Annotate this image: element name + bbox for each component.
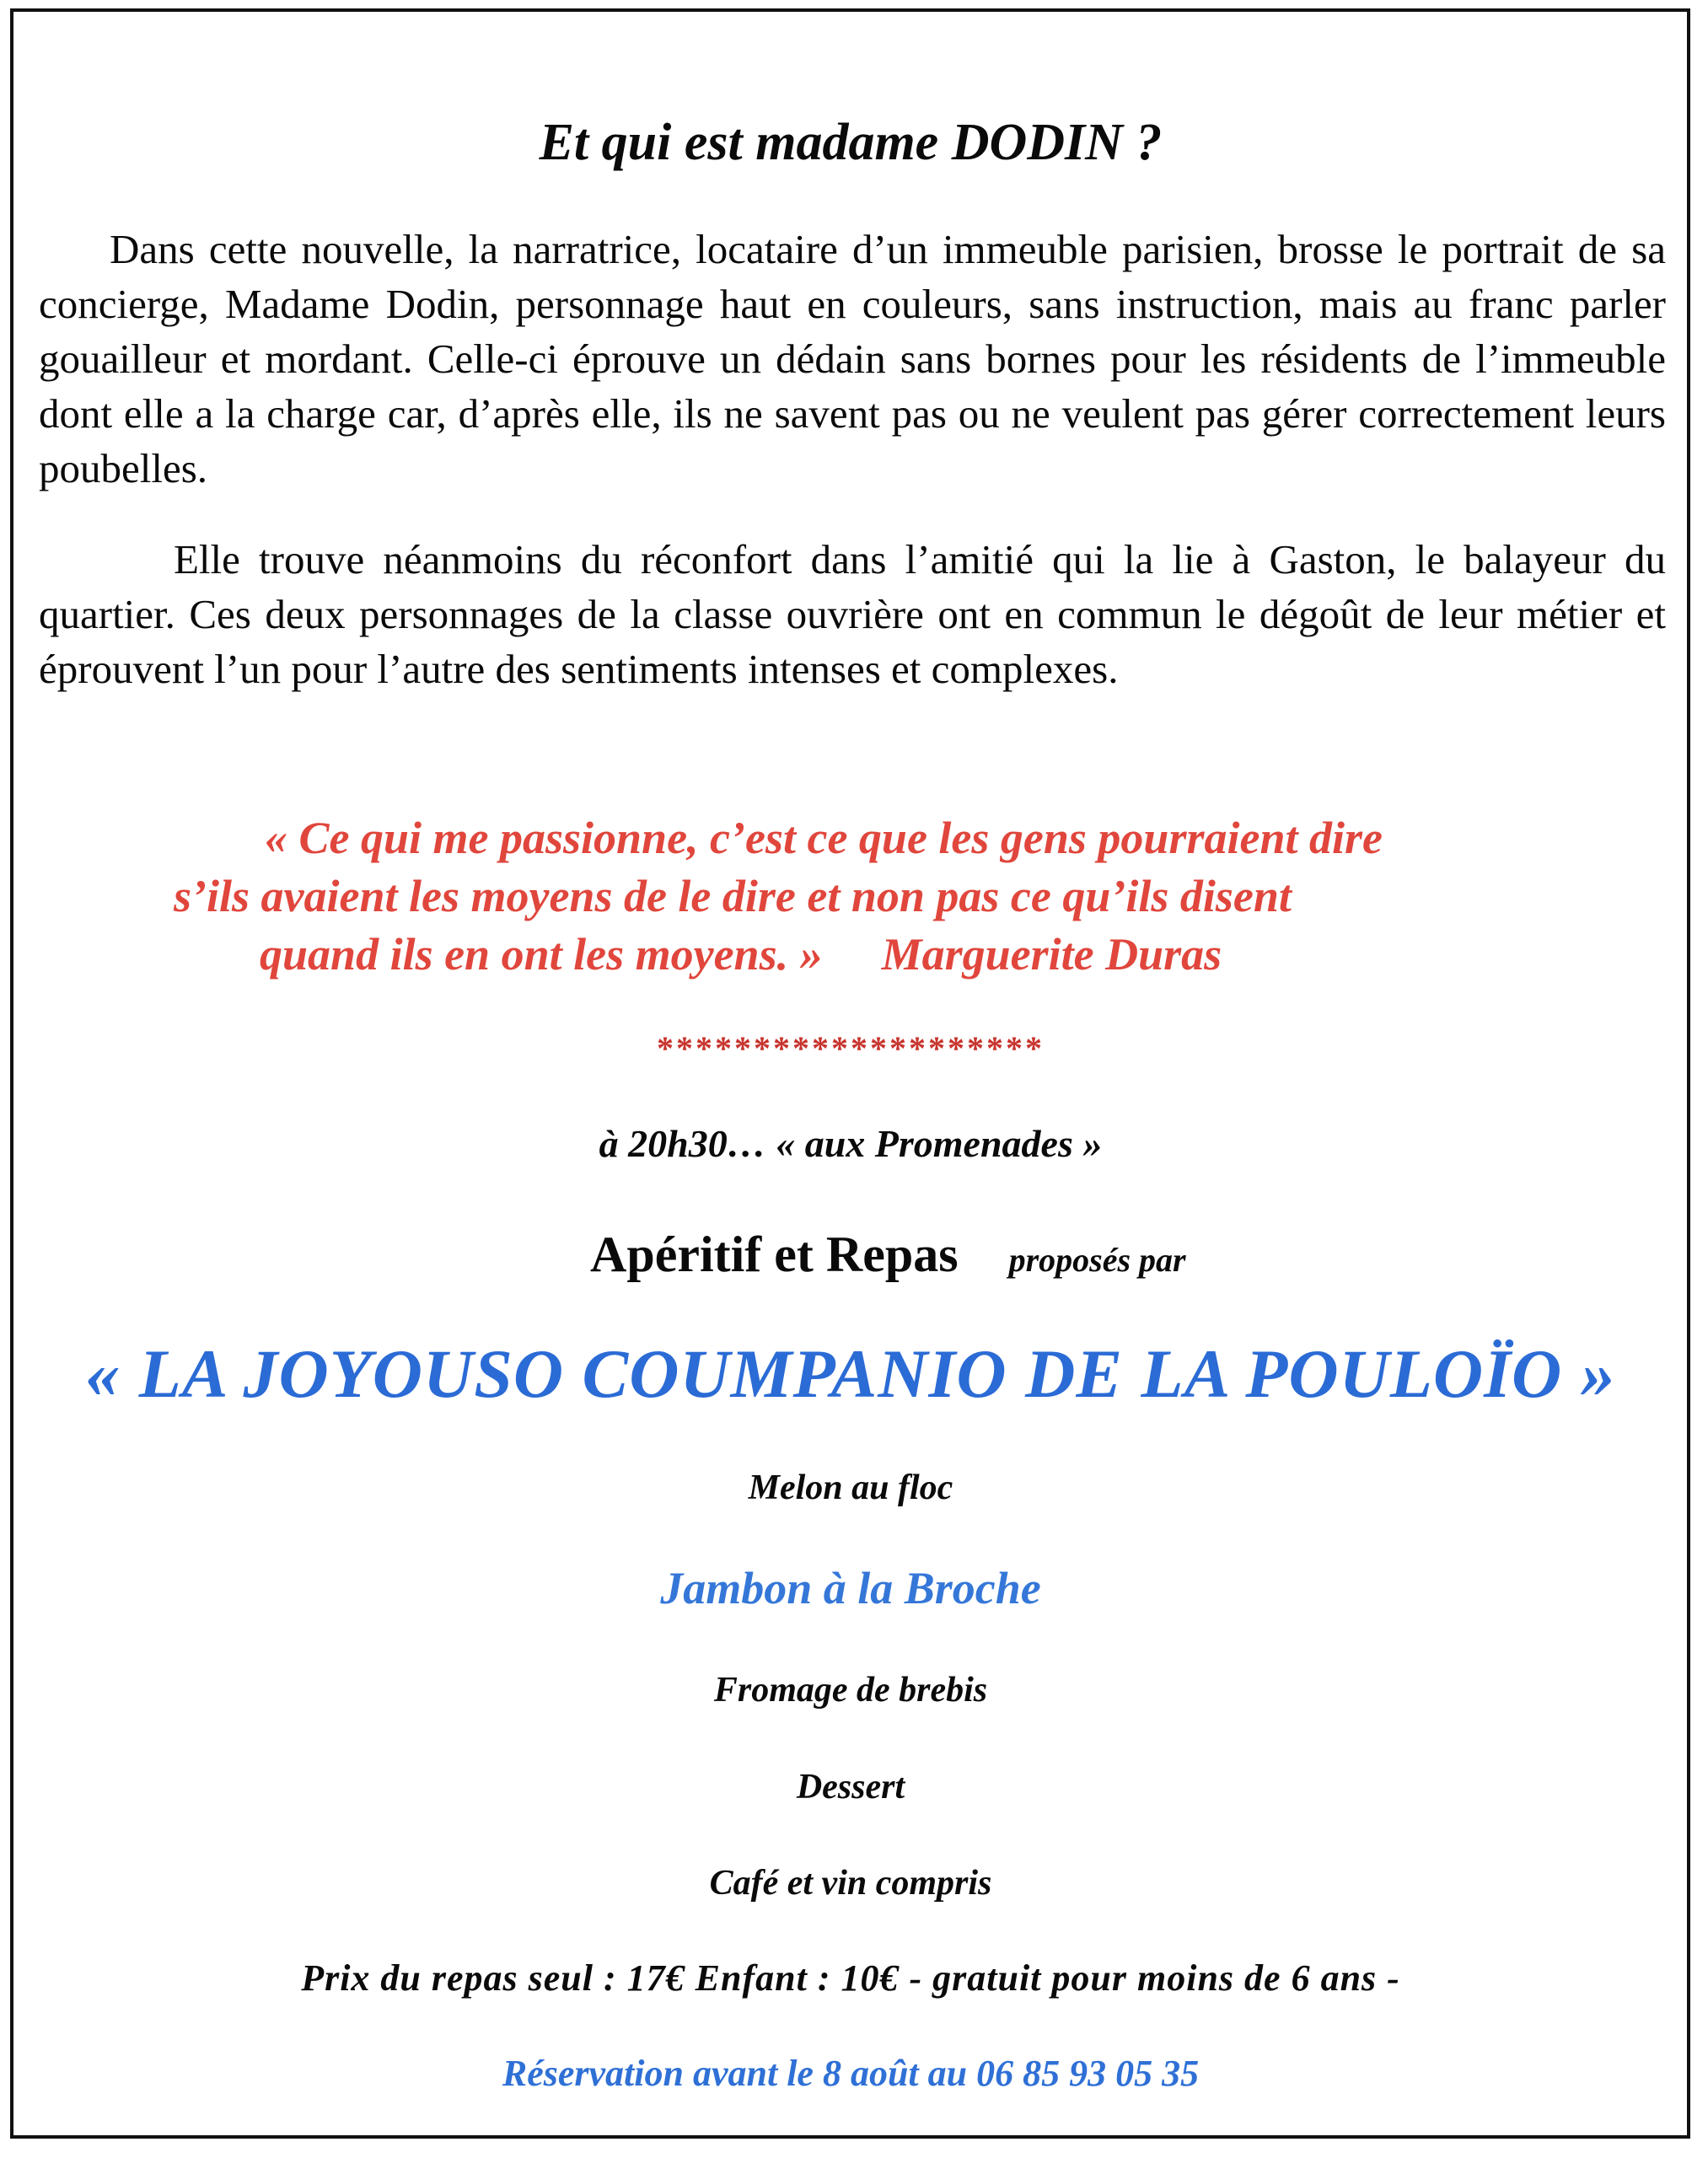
quote-line-text: quand ils en ont les moyens. » [260,929,823,980]
menu-item-dessert: Dessert [796,1768,905,1806]
duras-quote [126,809,1644,984]
paragraph-text: Elle trouve néanmoins du réconfort dans l’amitié qui la lie à Gaston, le balayeur du quartier. Ces deux personnages de la classe ouvrière ont en commun le dégoût de leur métier et éprouvent l’un pour l’autre des sentiments intenses et complexes. [39,536,1666,692]
quote-author: Marguerite Duras [881,929,1222,980]
quote-line [126,926,1644,984]
quote-line: « Ce qui me passionne, c’est ce que les gens pourraient dire [265,813,1383,863]
intro-paragraph [39,222,1666,496]
menu-item-starter: Melon au floc [748,1468,953,1507]
quote-line: s’ils avaient les moyens de le dire et non pas ce qu’ils disent [174,871,1292,921]
event-headline [590,1229,1186,1286]
price-line: Prix du repas seul : 17€ Enfant : 10€ - gratuit pour moins de 6 ans - [301,1957,1400,1999]
paragraph-text: Dans cette nouvelle, la narratrice, locataire d’un immeuble parisien, brosse le portrait de sa concierge, Madame Dodin, personnage haut en couleurs, sans instruction, mais au franc parler gouailleur et mordant. Celle-ci éprouve un dédain sans bornes pour les résidents de l’immeuble dont elle a la charge car, d’après elle, ils ne savent pas ou ne veulent pas gérer correctement leurs poubelles. [39,226,1666,491]
menu-item-cheese: Fromage de brebis [713,1671,988,1710]
headline-text: Apéritif et Repas [590,1227,959,1282]
organizer-name: « LA JOYOUSO COUMPANIO DE LA POULOÏO » [85,1335,1616,1412]
menu-item-main: Jambon à la Broche [660,1563,1041,1613]
reservation-line: Réservation avant le 8 août au 06 85 93 05 35 [502,2053,1200,2094]
headline-suffix: proposés par [1008,1241,1186,1279]
second-paragraph [39,532,1666,696]
menu-item-drinks: Café et vin compris [709,1864,992,1903]
separator-asterisks: ******************** [657,1029,1045,1067]
event-time-location: à 20h30… « aux Promenades » [599,1122,1103,1165]
page-title: Et qui est madame DODIN ? [539,114,1163,171]
